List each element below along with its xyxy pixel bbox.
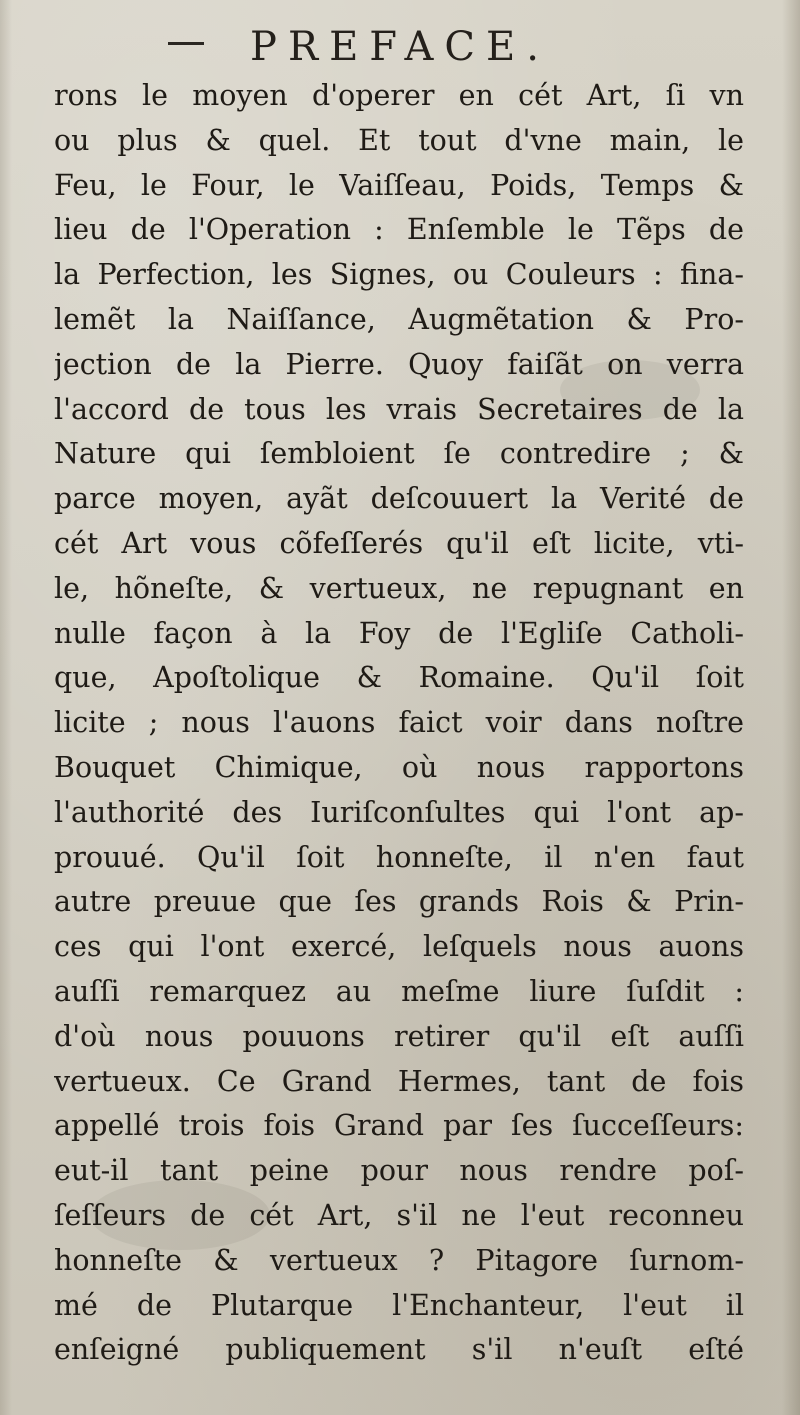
text-line: prouué. Qu'il ſoit honneſte, il n'en faut xyxy=(54,840,744,874)
text-line: ſeſſeurs de cét Art, s'il ne l'eut reconneu xyxy=(54,1198,744,1232)
text-line: l'accord de tous les vrais Secretaires de la xyxy=(54,392,744,426)
text-line: ces qui l'ont exercé, leſquels nous auons xyxy=(54,930,744,964)
text-line: eut-il tant peine pour nous rendre poſ- xyxy=(54,1154,744,1188)
text-line: Bouquet Chimique, où nous rapportons xyxy=(54,750,744,784)
text-line: honneſte & vertueux ? Pitagore ſurnom- xyxy=(54,1243,744,1277)
text-line: Feu, le Four, le Vaiſſeau, Poids, Temps & xyxy=(54,168,744,202)
text-line: l'authorité des Iuriſconſultes qui l'ont ap- xyxy=(54,795,744,829)
text-line: Nature qui ſembloient ſe contredire ; & xyxy=(54,437,744,471)
text-line: rons le moyen d'operer en cét Art, ſi vn xyxy=(54,79,744,112)
text-line: la Perfection, les Signes, ou Couleurs : fina- xyxy=(54,258,744,292)
text-line: appellé trois fois Grand par ſes ſucceſſeurs: xyxy=(54,1109,744,1143)
text-line: parce moyen, ayãt deſcouuert la Verité de xyxy=(54,482,744,516)
text-line: enſeigné publiquement s'il n'euſt eſté xyxy=(54,1333,744,1367)
page-left-shadow xyxy=(0,0,12,1415)
body-text xyxy=(54,74,744,1373)
page-right-shadow xyxy=(782,0,800,1415)
text-line: licite ; nous l'auons faict voir dans noſtre xyxy=(54,706,744,740)
text-line: mé de Plutarque l'Enchanteur, l'eut il xyxy=(54,1288,744,1322)
text-line: lieu de l'Operation : Enſemble le Tẽps de xyxy=(54,213,744,247)
text-line: d'où nous pouuons retirer qu'il eſt auſſi xyxy=(54,1019,744,1053)
text-line: que, Apoſtolique & Romaine. Qu'il ſoit xyxy=(54,661,744,695)
text-line: jection de la Pierre. Quoy faiſãt on verra xyxy=(54,347,744,381)
text-line: auſſi remarquez au meſme liure ſuſdit : xyxy=(54,974,744,1008)
text-line: autre preuue que ſes grands Rois & Prin- xyxy=(54,885,744,919)
running-head: PREFACE. xyxy=(250,24,550,70)
text-line: le, hõneſte, & vertueux, ne repugnant en xyxy=(54,571,744,605)
text-line: vertueux. Ce Grand Hermes, tant de fois xyxy=(54,1064,744,1098)
text-line: lemẽt la Naiſſance, Augmẽtation & Pro- xyxy=(54,302,744,336)
text-line: cét Art vous cõfeſſerés qu'il eſt licite, vti- xyxy=(54,526,744,560)
text-line: nulle façon à la Foy de l'Egliſe Catholi- xyxy=(54,616,744,650)
page-header xyxy=(0,20,800,80)
text-line: ou plus & quel. Et tout d'vne main, le xyxy=(54,123,744,157)
